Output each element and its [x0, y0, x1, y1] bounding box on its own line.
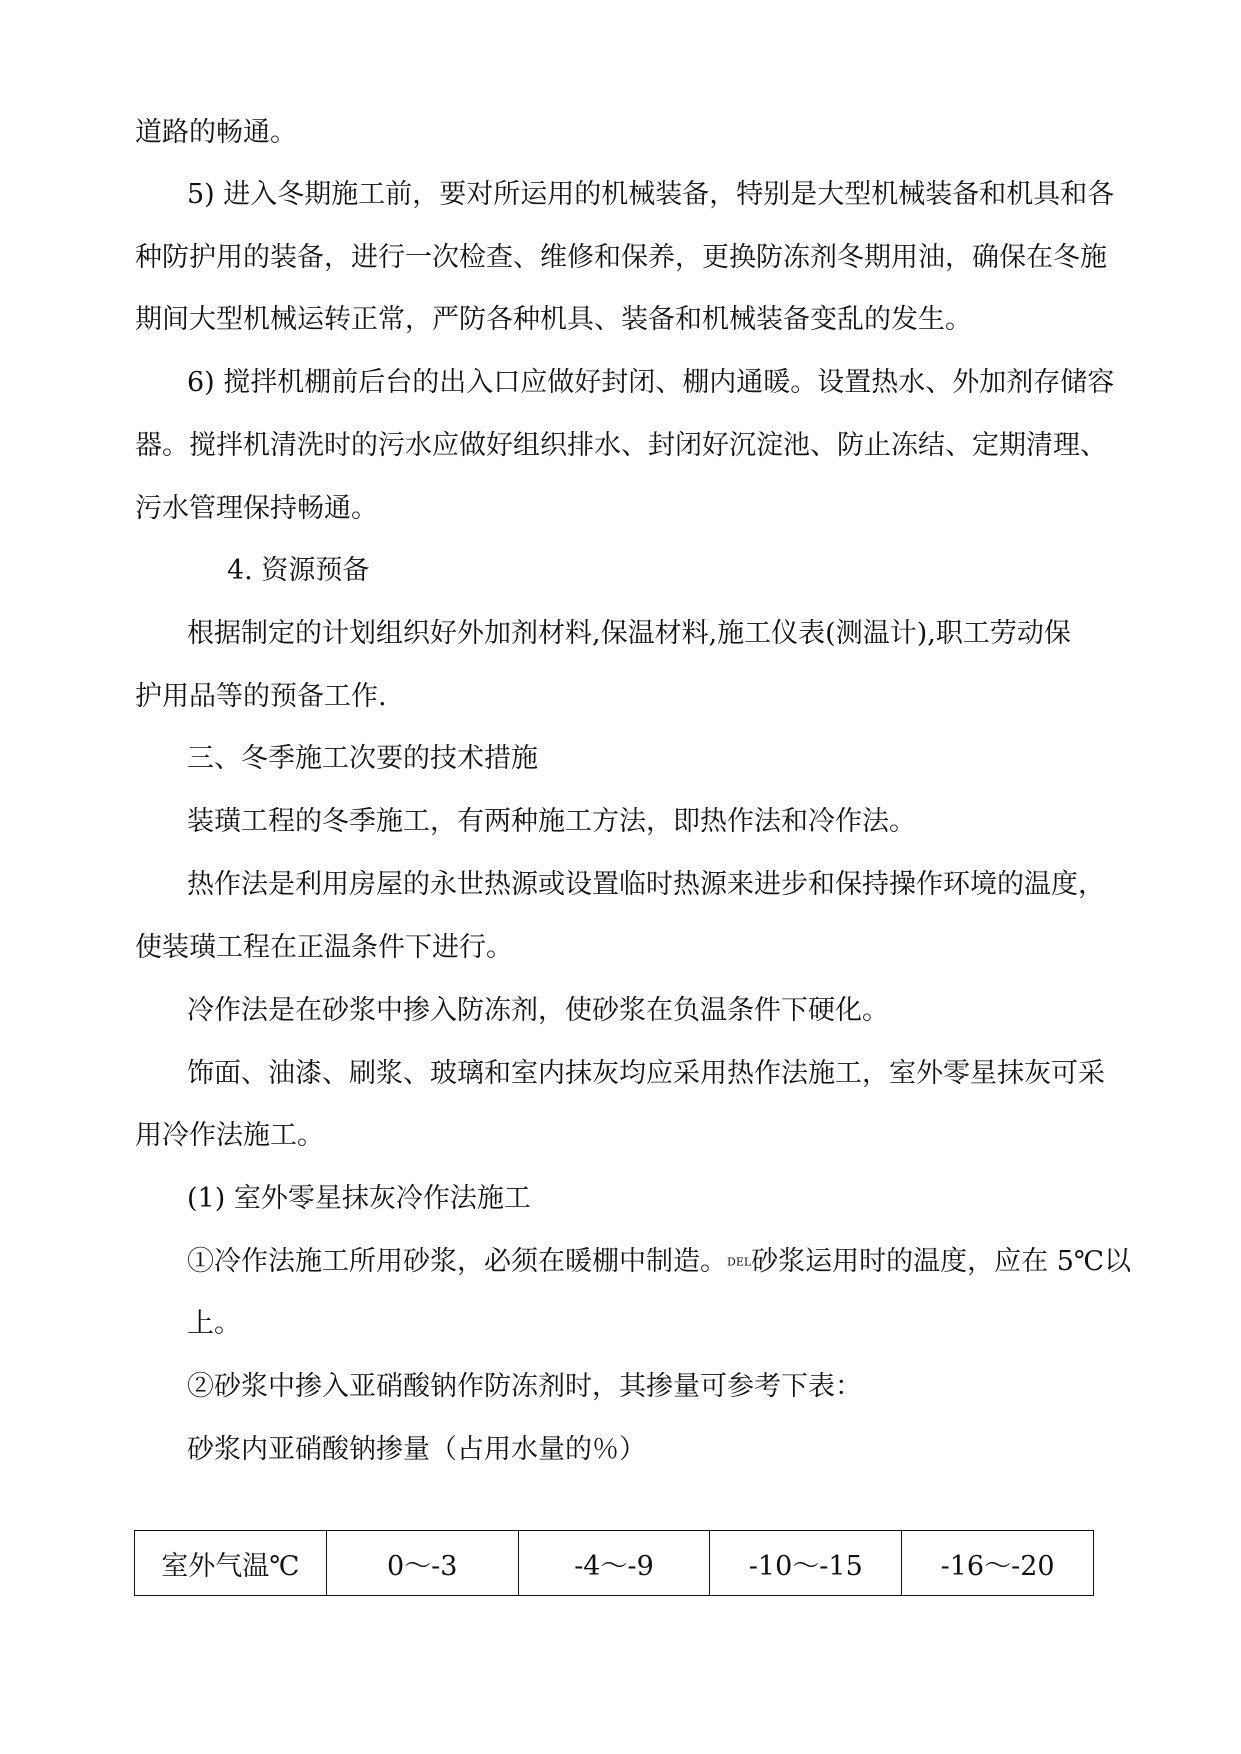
- section-heading: (1) 室外零星抹灰冷作法施工: [187, 1183, 531, 1214]
- paragraph-line: 使装璜工程在正温条件下进行。: [135, 932, 513, 963]
- paragraph-text: 砂浆运用时的温度，应在 5℃以: [751, 1246, 1132, 1277]
- paragraph-line: 上。: [187, 1308, 241, 1339]
- paragraph-line: 期间大型机械运转正常，严防各种机具、装备和机械装备变乱的发生。: [135, 304, 972, 335]
- paragraph-line: 道路的畅通。: [135, 117, 297, 148]
- paragraph-line: 器。搅拌机清洗时的污水应做好组织排水、封闭好沉淀池、防止冻结、定期清理、: [135, 430, 1107, 461]
- table-cell: 室外气温℃: [135, 1531, 327, 1596]
- paragraph-line: 护用品等的预备工作.: [135, 681, 387, 712]
- table-row: [135, 1531, 1094, 1596]
- paragraph-line: 6) 搅拌机棚前后台的出入口应做好封闭、棚内通暖。设置热水、外加剂存储容: [187, 367, 1115, 398]
- paragraph-line: ②砂浆中掺入亚硝酸钠作防冻剂时，其掺量可参考下表：: [187, 1371, 862, 1402]
- paragraph-line: 冷作法是在砂浆中掺入防冻剂，使砂浆在负温条件下硬化。: [187, 995, 889, 1026]
- paragraph-line: 5) 进入冬期施工前，要对所运用的机械装备，特别是大型机械装备和机具和各: [187, 179, 1115, 210]
- paragraph-line: 用冷作法施工。: [135, 1120, 324, 1151]
- table-cell: -10～-15: [710, 1531, 902, 1596]
- nitrite-dosage-table: [134, 1530, 1094, 1596]
- paragraph-line: 污水管理保持畅通。: [135, 493, 378, 524]
- table-cell: -4～-9: [518, 1531, 710, 1596]
- table-cell: 0～-3: [326, 1531, 518, 1596]
- paragraph-line: 根据制定的计划组织好外加剂材料,保温材料,施工仪表(测温计),职工劳动保: [187, 618, 1071, 649]
- section-heading: 三、冬季施工次要的技术措施: [187, 743, 538, 774]
- paragraph-line: 种防护用的装备，进行一次检查、维修和保养，更换防冻剂冬期用油，确保在冬施: [135, 242, 1107, 273]
- paragraph-line: 热作法是利用房屋的永世热源或设置临时热源来进步和保持操作环境的温度，: [187, 869, 1105, 900]
- section-heading: 4. 资源预备: [227, 555, 370, 586]
- paragraph-text: ①冷作法施工所用砂浆，必须在暖棚中制造。: [187, 1246, 727, 1277]
- table-caption: 砂浆内亚硝酸钠掺量（占用水量的％）: [187, 1434, 646, 1465]
- table-cell: -16～-20: [902, 1531, 1094, 1596]
- paragraph-line: 装璜工程的冬季施工，有两种施工方法，即热作法和冷作法。: [187, 806, 916, 837]
- del-mark: DEL: [727, 1255, 752, 1269]
- paragraph-line: 饰面、油漆、刷浆、玻璃和室内抹灰均应采用热作法施工，室外零星抹灰可采: [187, 1058, 1105, 1089]
- paragraph-line: [187, 1244, 1131, 1281]
